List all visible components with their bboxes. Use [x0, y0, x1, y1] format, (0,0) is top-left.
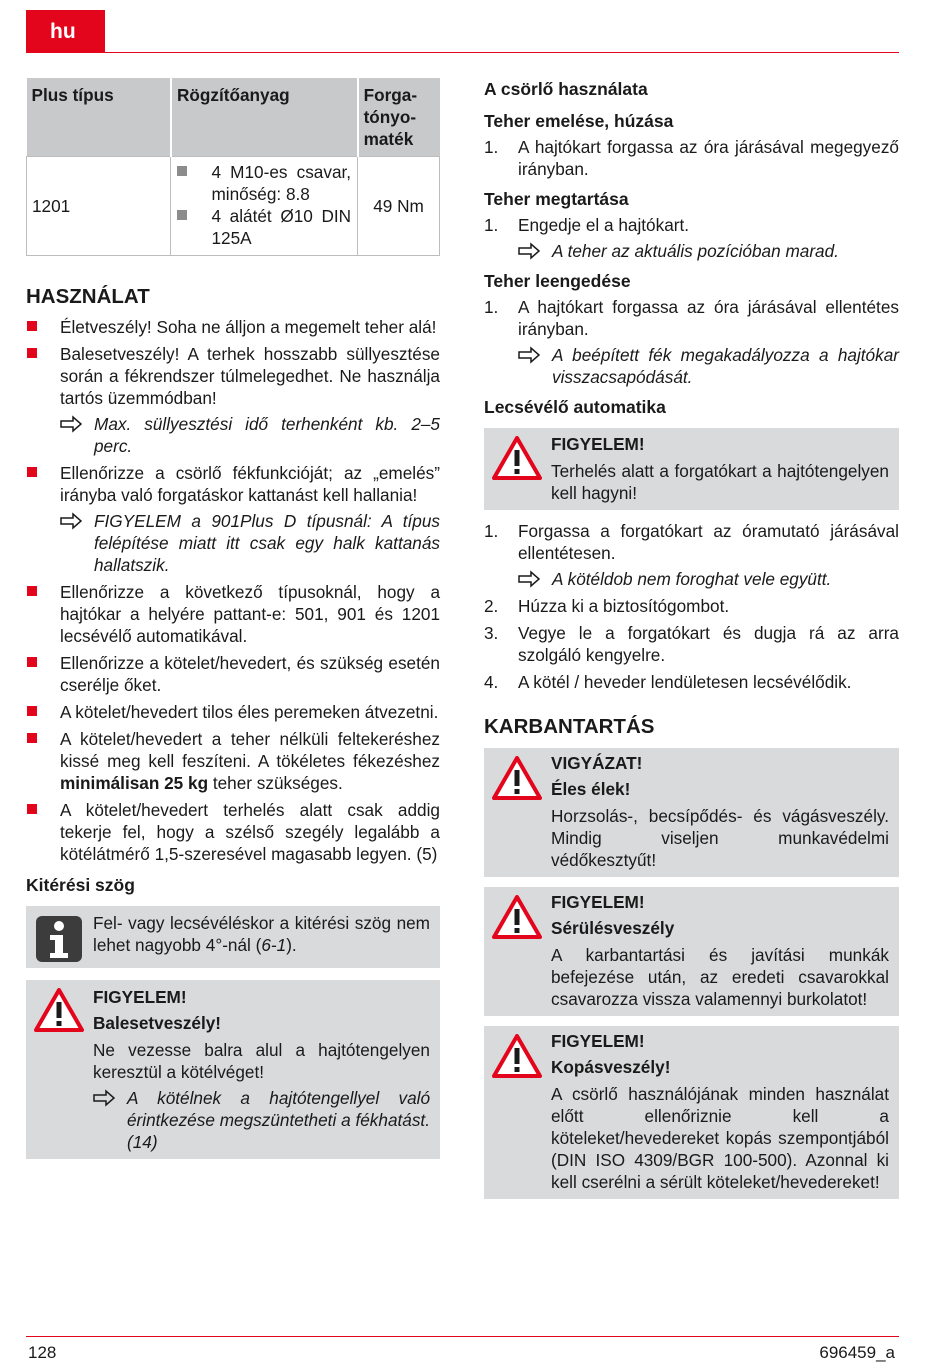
warning-title: FIGYELEM!	[551, 434, 645, 454]
table-header-fastener: Rögzítőanyag	[171, 78, 358, 157]
bullet-square-icon	[177, 166, 187, 176]
warning-box	[484, 748, 899, 877]
left-column	[26, 78, 440, 1159]
warning-title: FIGYELEM!	[551, 1031, 645, 1051]
list-item: 1. Engedje el a hajtókart. A teher az aktuális pozícióban marad.	[484, 214, 899, 262]
warning-text: Horzsolás-, becsípődés- és vágásveszély. Mindig viseljen munkavédelmi védőkesztyűt!	[551, 806, 889, 870]
bullet-square-icon	[27, 348, 37, 358]
list-item: A kötelet/hevedert tilos éles peremeken átvezetni.	[26, 701, 440, 723]
footer-rule	[26, 1336, 899, 1337]
arrow-right-icon	[60, 413, 84, 435]
warning-icon	[492, 895, 542, 939]
table-cell-type: 1201	[27, 157, 171, 256]
warning-subtitle: Kopásveszély!	[551, 1057, 671, 1077]
header-rule	[105, 52, 899, 53]
result-note: Max. süllyesztési idő terhenként kb. 2–5 perc.	[60, 413, 440, 457]
warning-icon	[492, 756, 542, 800]
page-number: 128	[28, 1343, 57, 1362]
bullet-square-icon	[27, 586, 37, 596]
warning-box	[26, 980, 440, 1159]
bullet-square-icon	[27, 467, 37, 477]
arrow-right-icon	[93, 1087, 117, 1109]
subsection-title-hold: Teher megtartása	[484, 189, 629, 209]
arrow-right-icon	[518, 568, 542, 590]
warning-title: FIGYELEM!	[93, 987, 187, 1007]
list-item: 1. Forgassa a forgatókart az óramutató járásával ellentétesen. A kötéldob nem foroghat vele együtt.	[484, 521, 899, 589]
list-item: Balesetveszély! A terhek hosszabb süllyesztése során a fékrendszer túlmelegedhet. Ne használja tartós üzemmódban! Max. süllyesztési idő terhenként kb. 2–5 perc.	[26, 343, 440, 457]
section-title-maintenance: KARBANTARTÁS	[484, 715, 655, 738]
section-title-winch: A csörlő használata	[484, 79, 648, 99]
result-note: A teher az aktuális pozícióban marad.	[518, 240, 899, 262]
table-header-torque: Forga- tónyo- maték	[358, 78, 440, 157]
warning-text: A karbantartási és javítási munkák befejezése után, az eredeti csavarokkal csavarozza vissza valamennyi burkolatot!	[551, 945, 889, 1009]
section-title-angle: Kitérési szög	[26, 875, 135, 895]
warning-icon	[492, 1034, 542, 1078]
list-item: Életveszély! Soha ne álljon a megemelt teher alá!	[26, 316, 440, 338]
warning-title: VIGYÁZAT!	[551, 753, 643, 773]
bullet-square-icon	[27, 657, 37, 667]
warning-box	[484, 1026, 899, 1199]
warning-text: Terhelés alatt a forgatókart a hajtótengelyen kell hagyni!	[551, 461, 889, 503]
usage-list	[26, 316, 440, 865]
list-item: A kötelet/hevedert a teher nélküli feltekeréshez kissé meg kell feszíteni. A tökéletes fékezéshez minimálisan 25 kg teher szükséges.	[26, 728, 440, 794]
table-header-type: Plus típus	[27, 78, 171, 157]
result-note: A kötélnek a hajtótengellyel való érintkezése megszüntetheti a fékhatást. (14)	[93, 1087, 430, 1153]
list-item: Ellenőrizze a csörlő fékfunkcióját; az „emelés” irányba való forgatáskor kattanást kell hallania! FIGYELEM a 901Plus D típusnál: A típus felépítése miatt itt csak egy halk kattanás hallatszik.	[26, 462, 440, 576]
subsection-title-auto: Lecsévélő automatika	[484, 397, 666, 417]
table-row	[27, 157, 440, 256]
info-box	[26, 906, 440, 968]
list-item: Ellenőrizze a következő típusoknál, hogy a hajtókar a helyére pattant-e: 501, 901 és 1201 lecsévélő automatikával.	[26, 581, 440, 647]
warning-box	[484, 887, 899, 1016]
arrow-right-icon	[518, 344, 542, 366]
warning-subtitle: Sérülésveszély	[551, 918, 675, 938]
warning-subtitle: Balesetveszély!	[93, 1013, 222, 1033]
warning-icon	[492, 436, 542, 480]
result-note: FIGYELEM a 901Plus D típusnál: A típus felépítése miatt itt csak egy halk kattanás hallatszik.	[60, 510, 440, 576]
list-item: Ellenőrizze a kötelet/hevedert, és szükség esetén cserélje őket.	[26, 652, 440, 696]
subsection-title-lower: Teher leengedése	[484, 271, 631, 291]
info-icon	[36, 916, 82, 962]
bullet-square-icon	[27, 733, 37, 743]
warning-icon	[34, 988, 84, 1032]
list-item: 4 alátét Ø10 DIN 125A	[177, 205, 351, 249]
result-note: A kötéldob nem foroghat vele együtt.	[518, 568, 899, 590]
mounting-table	[26, 78, 440, 256]
bullet-square-icon	[177, 210, 187, 220]
section-title-usage: HASZNÁLAT	[26, 285, 150, 308]
bullet-square-icon	[27, 706, 37, 716]
language-tab: hu	[26, 10, 105, 53]
table-cell-torque: 49 Nm	[358, 157, 440, 256]
warning-subtitle: Éles élek!	[551, 779, 631, 799]
subsection-title-lift: Teher emelése, húzása	[484, 111, 674, 131]
warning-box	[484, 428, 899, 510]
list-item: 1. A hajtókart forgassa az óra járásával megegyező irányban.	[484, 137, 899, 179]
document-number: 696459_a	[819, 1343, 895, 1362]
table-cell-fastener	[171, 157, 358, 256]
arrow-right-icon	[518, 240, 542, 262]
warning-title: FIGYELEM!	[551, 892, 645, 912]
bullet-square-icon	[27, 321, 37, 331]
list-item: 1. A hajtókart forgassa az óra járásával ellentétes irányban. A beépített fék megakadályozza a hajtókar visszacsapódását.	[484, 297, 899, 387]
list-item: 2. Húzza ki a biztosítógombot.	[484, 596, 730, 616]
warning-text: A csörlő használójának minden használat előtt ellenőriznie kell a köteleket/hevedereket kopás szempontjából (DIN ISO 4309/BGR 100-500). Azonnal ki kell cserélni a sérült köteleket/hevedereket!	[551, 1084, 889, 1192]
list-item: 3. Vegye le a forgatókart és dugja rá az arra szolgáló kengyelre.	[484, 623, 899, 665]
list-item: 4. A kötél / heveder lendületesen lecsévélődik.	[484, 672, 852, 692]
warning-text: Ne vezesse balra alul a hajtótengelyen keresztül a kötélvéget!	[93, 1040, 430, 1082]
list-item: A kötelet/hevedert terhelés alatt csak addig tekerje fel, hogy a szélső szegély legalább a kötélátmérő 1,5-szeresével magasabb legyen. (5)	[26, 799, 440, 865]
arrow-right-icon	[60, 510, 84, 532]
right-column	[484, 78, 899, 1199]
bullet-square-icon	[27, 804, 37, 814]
list-item: 4 M10-es csavar, minőség: 8.8	[177, 161, 351, 205]
info-text: Fel- vagy lecsévéléskor a kitérési szög nem lehet nagyobb 4°-nál (6-1).	[93, 913, 430, 955]
result-note: A beépített fék megakadályozza a hajtókar visszacsapódását.	[518, 344, 899, 388]
